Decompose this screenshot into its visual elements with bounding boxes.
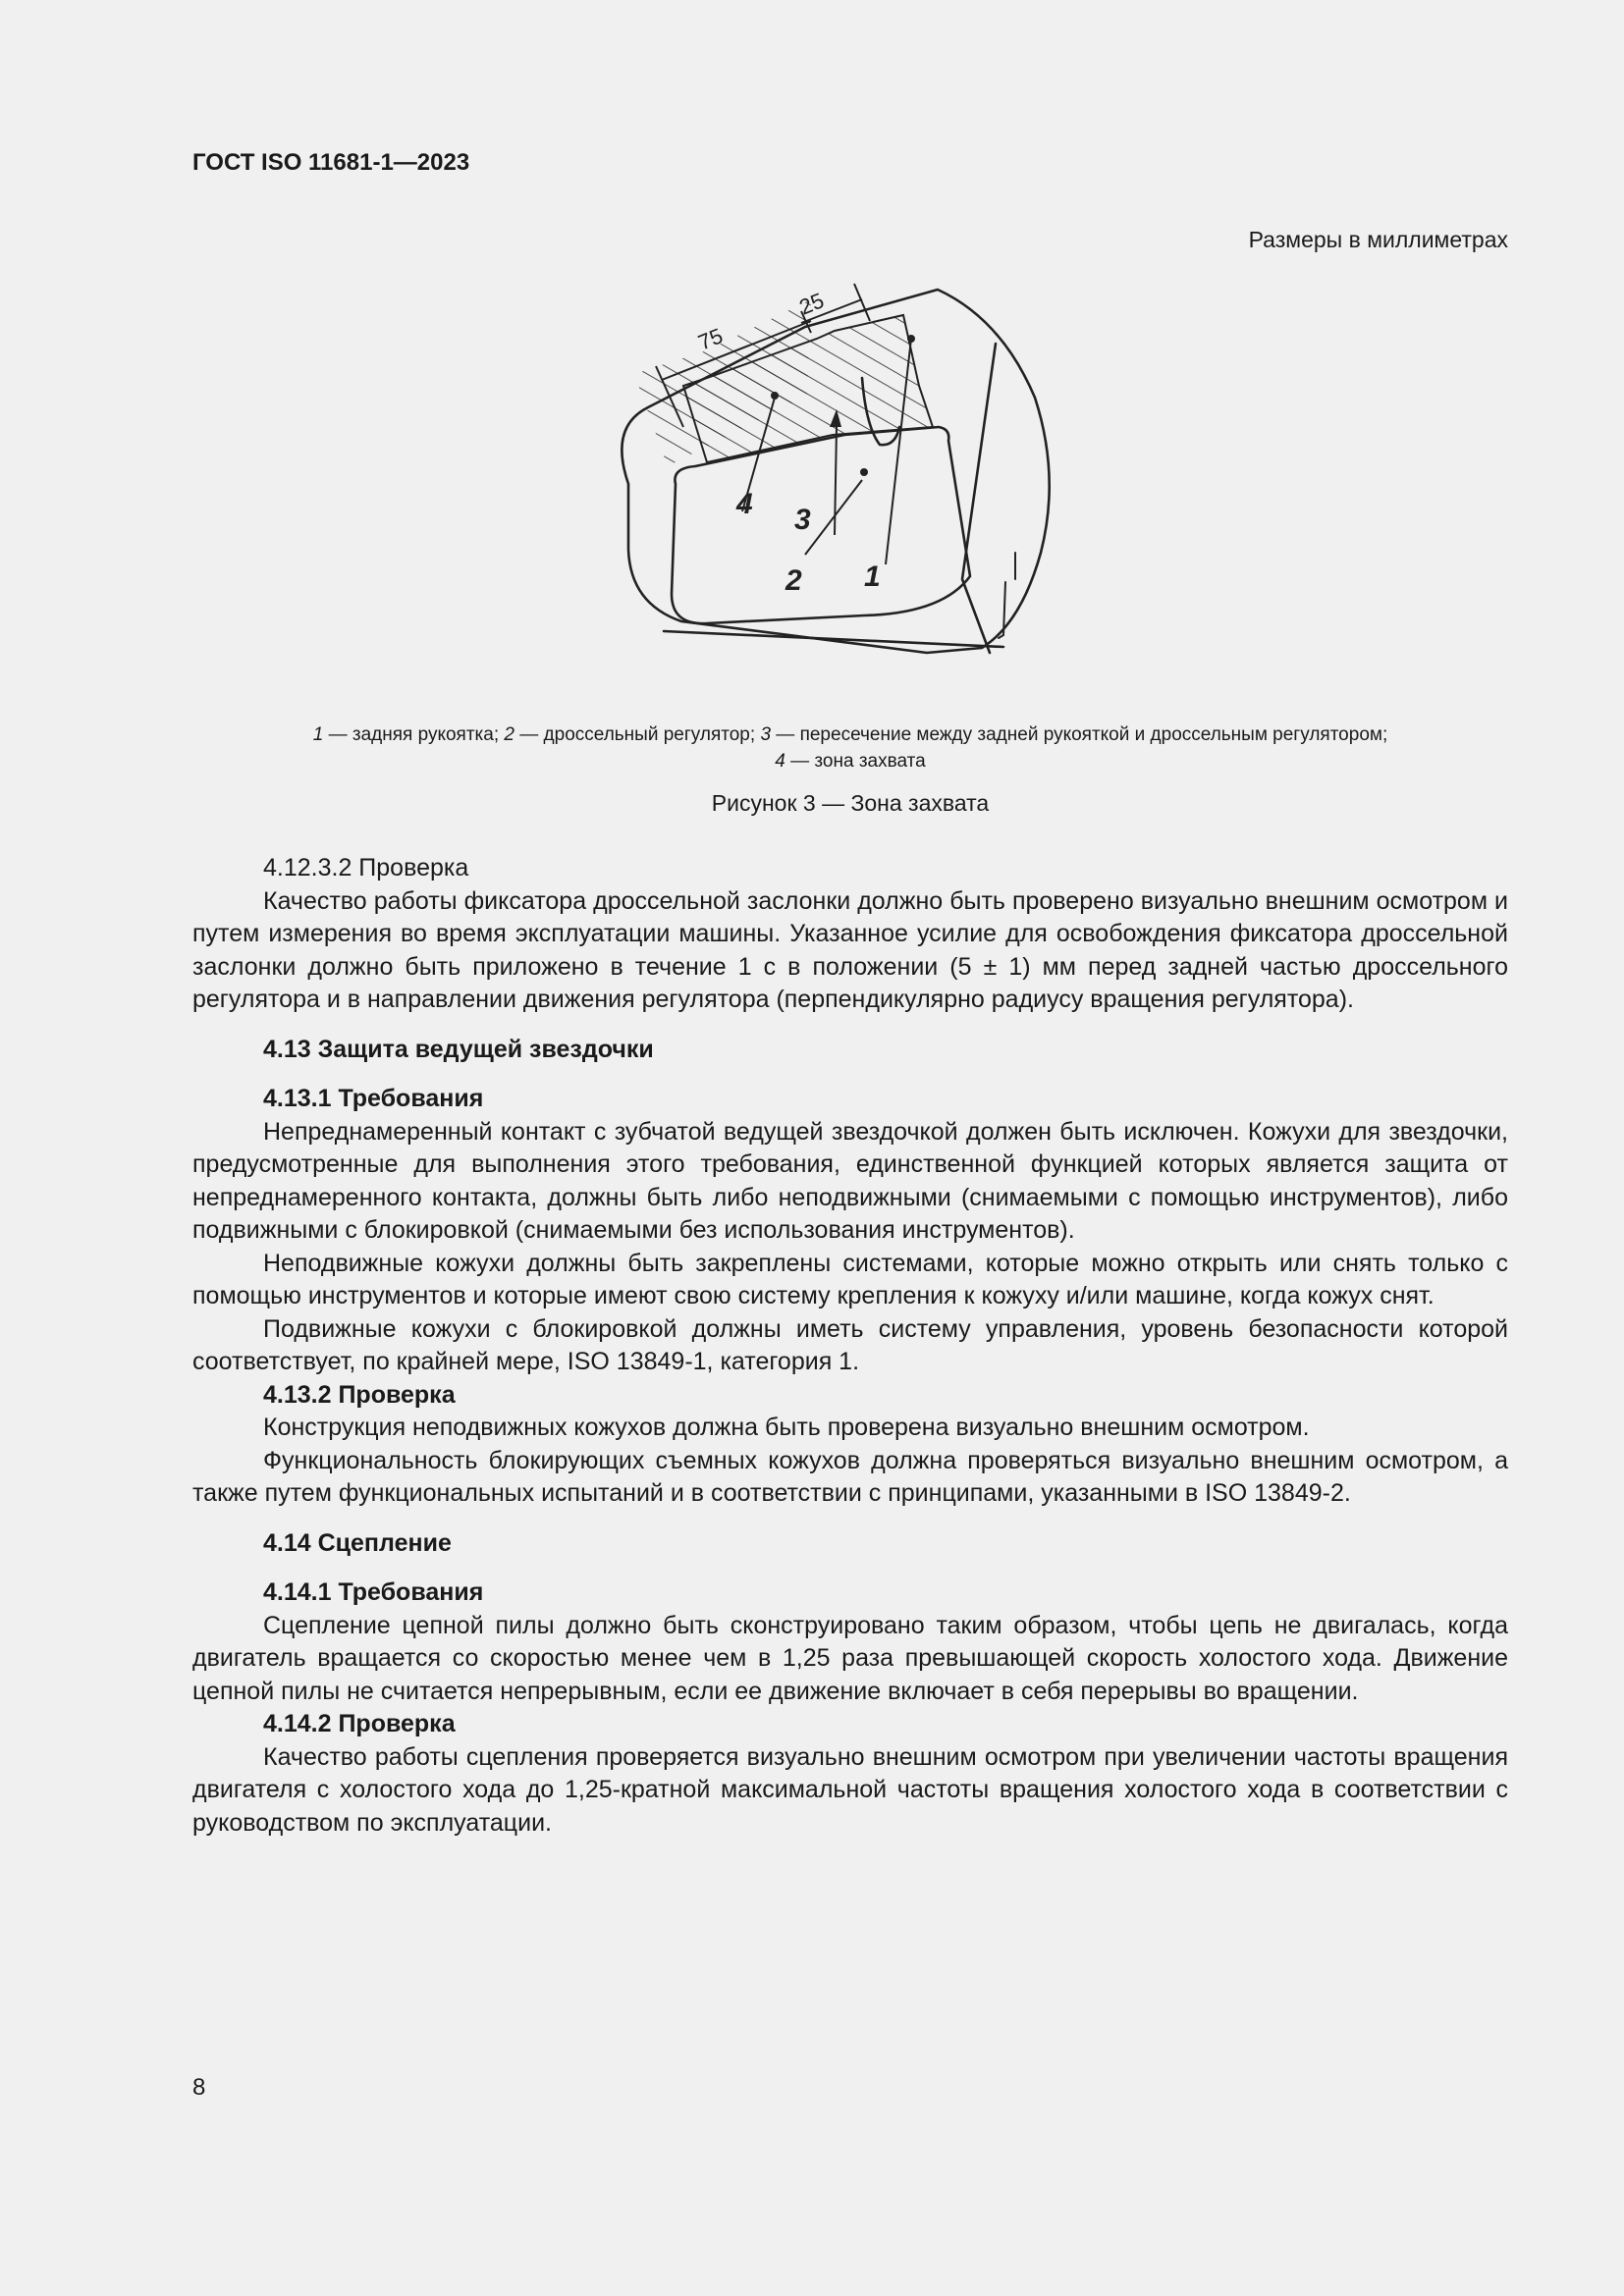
legend-num-3: 3 [760,724,772,745]
paragraph-4-13-2-b: Функциональность блокирующих съемных кожухов должна проверяться визуально внешним осмотром, а также путем функциональных испытаний и в соответствии с принципами, указанными в ISO 13849-2. [192,1446,1508,1507]
leader-2 [805,480,862,555]
legend-num-2: 2 [504,724,514,745]
paragraph-4-13-1-a: Непреднамеренный контакт с зубчатой ведущей звездочкой должен быть исключен. Кожухи для звездочки, предусмотренные для выполнения этого требования, единственной функцией которых является защита от непреднамеренного контакта, должны быть либо неподвижными (снимаемыми с помощью инструментов), либо подвижными с блокировкой (снимаемыми без использования инструментов). [192,1117,1508,1244]
heading-4-13-1: 4.13.1 Требования [263,1085,484,1112]
legend-text-2: — дроссельный регулятор; [514,724,761,745]
paragraph-4-13-1-c: Подвижные кожухи с блокировкой должны иметь систему управления, уровень безопасности которой соответствует, по крайней мере, ISO 13849-1, категория 1. [192,1314,1508,1375]
figure-caption: Рисунок 3 — Зона захвата [711,790,990,816]
legend-text-1: — задняя рукоятка; [323,724,505,745]
paragraph-4-13-1-b: Неподвижные кожухи должны быть закреплены системами, которые можно открыть или снять только с помощью инструментов и которые имеют свою систему крепления к кожуху и/или машине, когда кожух снят. [192,1249,1508,1309]
paragraph-4-14-2: Качество работы сцепления проверяется визуально внешним осмотром при увеличении частоты вращения двигателя с холостого хода до 1,25-кратной максимальной частоты вращения холостого хода в соответствии с руководством по эксплуатации. [192,1742,1508,1837]
dim-25: 25 [795,288,828,320]
figure-legend [192,721,1508,774]
legend-text-3: — пересечение между задней рукояткой и дроссельным регулятором; [771,724,1388,745]
callout-4: 4 [736,488,753,520]
trigger-slot-line [962,344,996,653]
dot-1 [907,335,915,343]
heading-4-13: 4.13 Защита ведущей звездочки [263,1035,654,1063]
handle-lower-edge [664,631,1003,647]
callout-2: 2 [785,564,802,597]
page-number: 8 [192,2074,206,2101]
callout-3: 3 [794,504,811,536]
document-body [192,852,1508,1840]
heading-4-12-3-2: 4.12.3.2 Проверка [263,854,469,881]
paragraph-4-12-3-2: Качество работы фиксатора дроссельной заслонки должно быть проверено визуально внешним осмотром и путем измерения во время эксплуатации машины. Указанное усилие для освобождения фиксатора дроссельной заслонки должно быть приложено в течение 1 с в положении (5 ± 1) мм перед задней частью дроссельного регулятора и в направлении движения регулятора (перпендикулярно радиусу вращения регулятора). [192,886,1508,1013]
leader-3 [835,427,837,535]
dot-2 [860,468,868,476]
dot-4 [771,392,779,400]
paragraph-4-13-2-a: Конструкция неподвижных кожухов должна быть проверена визуально внешним осмотром. [263,1414,1310,1441]
dim-75: 75 [694,323,727,355]
paragraph-4-14-1: Сцепление цепной пилы должно быть сконструировано таким образом, чтобы цепь не двигалась, когда двигатель вращается со скоростью менее чем в 1,25 раза превышающей скорость холостого хода. Движение цепной пилы не считается непрерывным, если ее движение включает в себя перерывы во вращении. [192,1611,1508,1705]
document-header: ГОСТ ISO 11681-1—2023 [192,149,470,176]
heading-4-14: 4.14 Сцепление [263,1528,452,1557]
units-note: Размеры в миллиметрах [1248,227,1508,252]
legend-num-1: 1 [312,724,324,745]
heading-4-14-1: 4.14.1 Требования [263,1578,484,1606]
grip-zone-figure [609,280,1080,692]
figure-drawing [609,280,1080,692]
legend-num-4: 4 [775,751,785,772]
heading-4-14-2: 4.14.2 Проверка [263,1710,456,1737]
heading-4-13-2: 4.13.2 Проверка [263,1380,456,1409]
callout-1: 1 [864,561,881,593]
legend-text-4: — зона захвата [785,751,926,772]
